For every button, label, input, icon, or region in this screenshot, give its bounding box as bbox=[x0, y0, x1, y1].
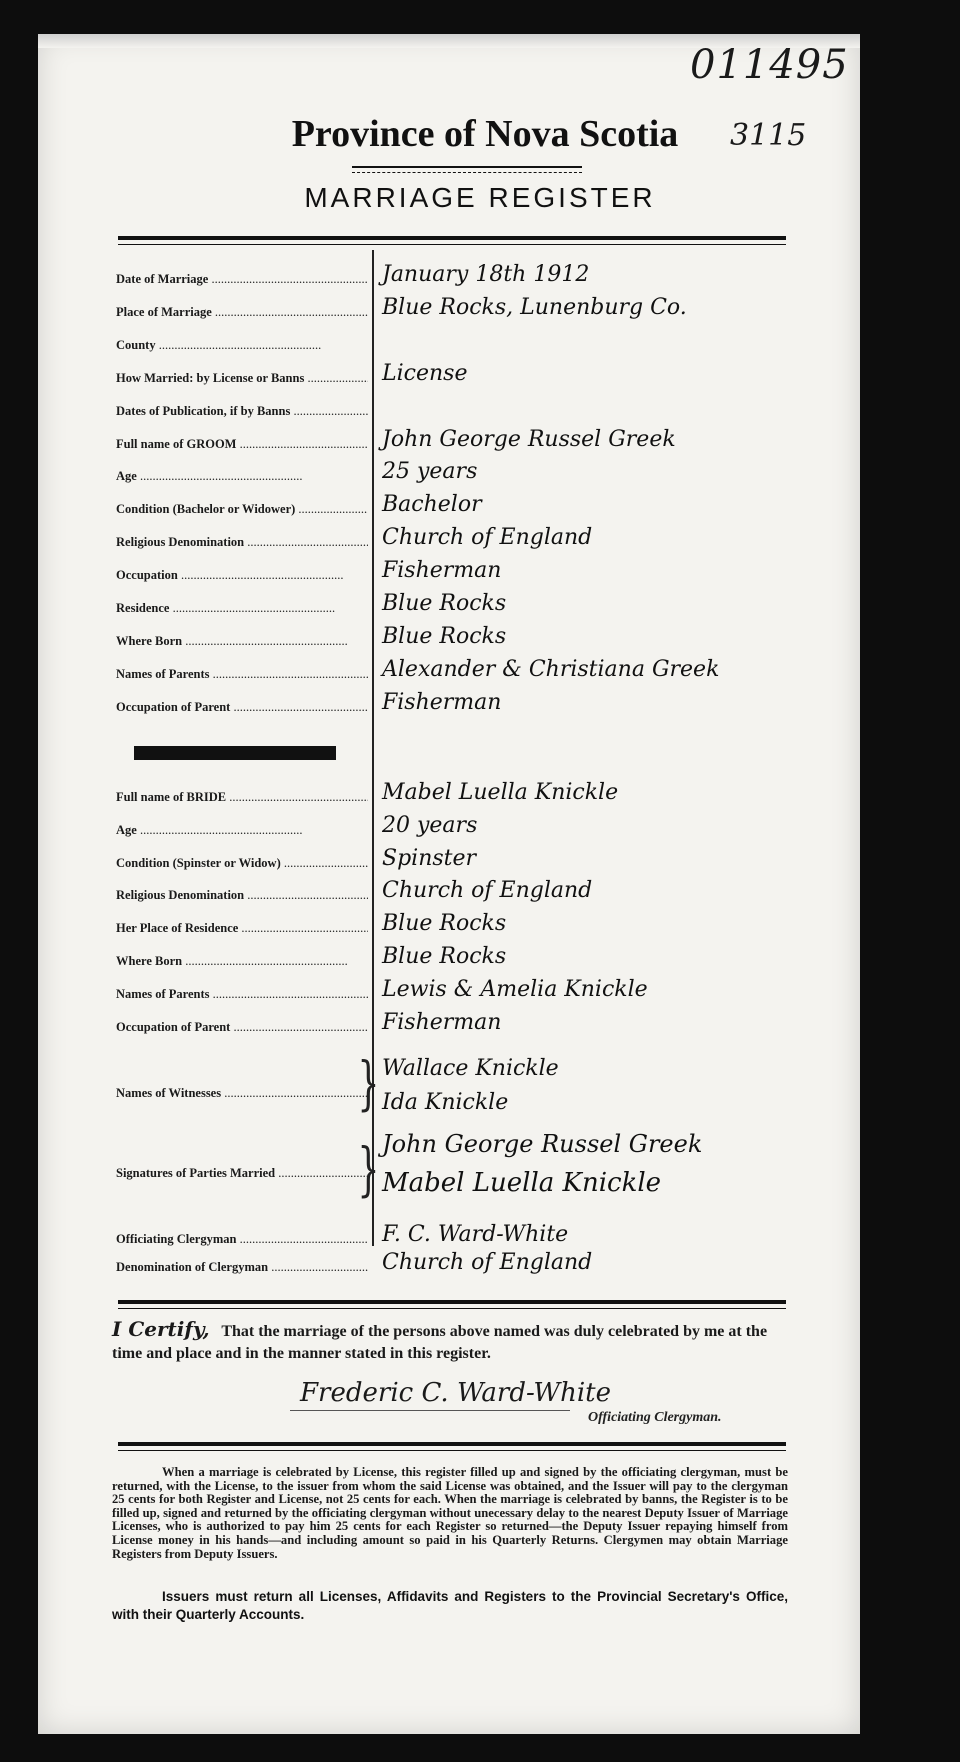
groom-field-value: Blue Rocks bbox=[382, 591, 507, 616]
clergy-field-label: Denomination of Clergyman ..... bbox=[116, 1260, 368, 1275]
stamp-number: 011495 bbox=[690, 42, 849, 88]
groom-field-value: License bbox=[382, 360, 468, 386]
clergyman-signature: Frederic C. Ward-White bbox=[300, 1378, 611, 1408]
bride-field-value: Lewis & Amelia Knickle bbox=[382, 976, 648, 1002]
groom-field-value: Alexander & Christiana Greek bbox=[382, 656, 720, 682]
certify-rule bbox=[118, 1300, 786, 1304]
section-divider-bar bbox=[134, 746, 336, 760]
bride-field-label: Her Place of Residence ..... bbox=[116, 921, 368, 936]
groom-field-value: Fisherman bbox=[382, 558, 502, 584]
groom-field-row bbox=[116, 427, 816, 459]
bride-field-label: Where Born ..... bbox=[116, 954, 368, 969]
groom-field-label: Place of Marriage ..... bbox=[116, 305, 368, 320]
groom-field-label: How Married: by License or Banns ..... bbox=[116, 371, 368, 386]
groom-field-row bbox=[116, 657, 816, 689]
groom-field-label: Occupation of Parent ..... bbox=[116, 700, 368, 715]
bride-field-row bbox=[116, 1010, 816, 1042]
groom-field-value: Fisherman bbox=[382, 689, 502, 715]
certify-text: That the marriage of the persons above named was duly celebrated by me at the time and place and in the manner stated in this register. bbox=[112, 1323, 768, 1362]
groom-field-row bbox=[116, 591, 816, 623]
bride-field-value: Church of England bbox=[382, 878, 593, 904]
bride-field-row bbox=[116, 911, 816, 943]
groom-field-row bbox=[116, 492, 816, 524]
groom-field-value: Blue Rocks, Lunenburg Co. bbox=[382, 294, 687, 320]
groom-field-row bbox=[116, 690, 816, 722]
header-rule-thin bbox=[118, 244, 786, 245]
title-underline bbox=[352, 166, 582, 173]
groom-field-value: January 18th 1912 bbox=[382, 262, 590, 287]
groom-field-label: Full name of GROOM ..... bbox=[116, 437, 368, 452]
groom-field-label: County ..... bbox=[116, 338, 368, 353]
witness-2-value: Ida Knickle bbox=[382, 1090, 509, 1115]
bride-field-label: Names of Parents ..... bbox=[116, 987, 368, 1002]
notice-rule bbox=[118, 1442, 786, 1446]
groom-field-label: Where Born ..... bbox=[116, 634, 368, 649]
bride-field-label: Age ..... bbox=[116, 823, 368, 838]
groom-field-value: Church of England bbox=[382, 525, 593, 551]
witness-row-2 bbox=[116, 1090, 816, 1122]
groom-field-row bbox=[116, 525, 816, 557]
bride-field-label: Occupation of Parent ..... bbox=[116, 1020, 368, 1035]
certification-statement bbox=[112, 1318, 788, 1365]
clergy-field-value: Church of England bbox=[382, 1250, 593, 1275]
clergyman-role: Officiating Clergyman. bbox=[588, 1410, 722, 1425]
groom-field-label: Date of Marriage ..... bbox=[116, 272, 368, 287]
groom-field-value: John George Russel Greek bbox=[382, 426, 676, 452]
groom-field-value: Blue Rocks bbox=[382, 623, 507, 649]
groom-field-label: Residence ..... bbox=[116, 601, 368, 616]
groom-field-label: Religious Denomination ..... bbox=[116, 535, 368, 550]
bride-signature: Mabel Luella Knickle bbox=[382, 1168, 662, 1198]
groom-field-label: Dates of Publication, if by Banns ..... bbox=[116, 404, 368, 419]
bride-field-value: Blue Rocks bbox=[382, 911, 507, 937]
bride-field-row bbox=[116, 944, 816, 976]
signatures-label: Signatures of Parties Married ..... bbox=[116, 1166, 368, 1181]
issuer-notice: Issuers must return all Licenses, Affidavits and Registers to the Provincial Secretary's Office, with their Quarterly Accounts. bbox=[112, 1589, 788, 1622]
certify-lead: I Certify, bbox=[112, 1317, 210, 1341]
bride-field-value: 20 years bbox=[382, 812, 478, 838]
clergy-field-label: Officiating Clergyman ..... bbox=[116, 1232, 368, 1247]
groom-field-row bbox=[116, 558, 816, 590]
bride-field-value: Spinster bbox=[382, 845, 477, 871]
bride-field-label: Full name of BRIDE ..... bbox=[116, 790, 368, 805]
bride-field-value: Fisherman bbox=[382, 1009, 502, 1035]
header-rule bbox=[118, 236, 786, 240]
witnesses-label: Names of Witnesses ..... bbox=[116, 1086, 368, 1101]
groom-field-row bbox=[116, 262, 816, 294]
bride-field-value: Blue Rocks bbox=[382, 944, 507, 969]
bride-field-label: Religious Denomination ..... bbox=[116, 888, 368, 903]
signature-line bbox=[290, 1410, 570, 1411]
groom-field-value: 25 years bbox=[382, 459, 478, 485]
bride-field-value: Mabel Luella Knickle bbox=[382, 780, 619, 805]
groom-field-row bbox=[116, 624, 816, 656]
groom-field-row bbox=[116, 328, 816, 360]
page-title: Province of Nova Scotia bbox=[291, 113, 679, 155]
groom-field-label: Age ..... bbox=[116, 469, 368, 484]
bride-field-row bbox=[116, 780, 816, 812]
instructions-notice: When a marriage is celebrated by License, this register filled up and signed by the officiating clergyman, must be returned, with the License, to the issuer from whom the said License was obtained, and the Issuer will pay to the clergyman 25 cents for both Register and License, not 25 cents for each. When the marriage is celebrated by banns, the Register is to be filled up, signed and returned by the officiating clergyman without unecessary delay to the nearest Deputy Issuer of Marriage Licenses, who is authorized to pay him 25 cents for each Register so returned—the Deputy Issuer repaying himself from License money in his hands—and including amount so paid in his Quarterly Returns. Clergymen may obtain Marriage Registers from Deputy Issuers. bbox=[112, 1465, 788, 1561]
clergy-field-row bbox=[116, 1250, 816, 1282]
signature-brace: } bbox=[357, 1135, 380, 1203]
signature-row-bride bbox=[116, 1168, 816, 1200]
bride-field-row bbox=[116, 977, 816, 1009]
groom-field-label: Occupation ..... bbox=[116, 568, 368, 583]
groom-field-label: Condition (Bachelor or Widower) ..... bbox=[116, 502, 368, 517]
groom-field-row bbox=[116, 459, 816, 491]
witness-brace: } bbox=[357, 1049, 380, 1117]
witness-1-value: Wallace Knickle bbox=[382, 1056, 559, 1081]
groom-field-value: Bachelor bbox=[382, 492, 482, 518]
notice-rule-thin bbox=[118, 1450, 786, 1451]
bride-field-row bbox=[116, 813, 816, 845]
clergy-field-value: F. C. Ward-White bbox=[382, 1222, 569, 1247]
groom-field-row bbox=[116, 295, 816, 327]
groom-field-row bbox=[116, 361, 816, 393]
stamp-subnumber: 3115 bbox=[730, 118, 807, 153]
certify-rule-thin bbox=[118, 1308, 786, 1309]
page-subtitle: MARRIAGE REGISTER bbox=[304, 182, 656, 213]
bride-field-row bbox=[116, 846, 816, 878]
groom-signature: John George Russel Greek bbox=[382, 1130, 703, 1158]
bride-field-label: Condition (Spinster or Widow) ..... bbox=[116, 856, 368, 871]
groom-field-row bbox=[116, 394, 816, 426]
groom-field-label: Names of Parents ..... bbox=[116, 667, 368, 682]
bride-field-row bbox=[116, 878, 816, 910]
